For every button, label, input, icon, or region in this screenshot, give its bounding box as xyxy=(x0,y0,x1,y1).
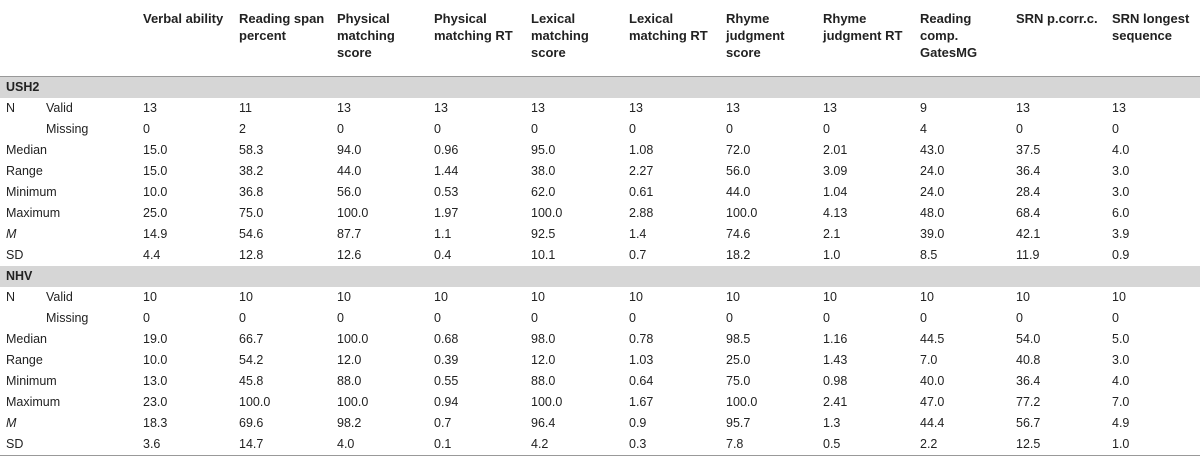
row-sublabel xyxy=(40,413,137,434)
table-cell: 0 xyxy=(1112,121,1119,136)
table-cell: 0.39 xyxy=(434,352,459,367)
group-header-row xyxy=(0,76,1200,98)
table-cell: 56.0 xyxy=(337,184,362,199)
table-cell: 24.0 xyxy=(920,163,945,178)
table-cell: 38.2 xyxy=(239,163,264,178)
table-cell: 3.09 xyxy=(823,163,848,178)
row-label: M xyxy=(6,415,17,430)
row-label: Median xyxy=(6,331,47,346)
table-cell: 1.03 xyxy=(629,352,654,367)
row-sublabel xyxy=(40,224,137,245)
table-cell: 0.7 xyxy=(629,247,647,262)
table-cell: 9 xyxy=(920,100,927,115)
table-cell: 2.2 xyxy=(914,434,1010,456)
table-cell: 100.0 xyxy=(726,205,758,220)
column-header: Rhyme judgment score xyxy=(720,0,817,76)
table-cell: 0.1 xyxy=(428,434,525,456)
table-cell: 14.7 xyxy=(233,434,331,456)
row-sublabel: Missing xyxy=(46,121,89,136)
group-name: USH2 xyxy=(0,76,1200,98)
table-cell: 1.3 xyxy=(823,415,841,430)
table-cell: 19.0 xyxy=(143,331,168,346)
row-label: N xyxy=(6,100,16,115)
column-header: Reading span percent xyxy=(233,0,331,76)
table-cell: 54.6 xyxy=(239,226,264,241)
table-cell: 7.0 xyxy=(920,352,938,367)
table-cell: 1.43 xyxy=(823,352,848,367)
table-cell: 0 xyxy=(239,310,246,325)
row-sublabel: Missing xyxy=(46,310,89,325)
table-row xyxy=(0,308,1200,329)
table-cell: 96.4 xyxy=(531,415,556,430)
table-cell: 0.7 xyxy=(434,415,452,430)
table-cell: 13 xyxy=(434,100,448,115)
row-sublabel: Valid xyxy=(46,100,73,115)
table-cell: 1.97 xyxy=(434,205,459,220)
table-cell: 0 xyxy=(531,310,538,325)
table-cell: 0 xyxy=(629,121,636,136)
table-cell: 87.7 xyxy=(337,226,362,241)
table-cell: 2.41 xyxy=(823,394,848,409)
row-label: Range xyxy=(6,352,43,367)
table-cell: 88.0 xyxy=(337,373,362,388)
table-cell: 13 xyxy=(1016,100,1030,115)
row-label: SD xyxy=(6,247,24,262)
table-cell: 0 xyxy=(726,121,733,136)
table-cell: 0.55 xyxy=(434,373,459,388)
table-cell: 56.7 xyxy=(1016,415,1041,430)
table-cell: 4.0 xyxy=(1112,373,1130,388)
table-cell: 13 xyxy=(726,100,740,115)
table-row xyxy=(0,161,1200,182)
table-cell: 11 xyxy=(239,100,252,115)
table-cell: 56.0 xyxy=(726,163,751,178)
table-cell: 0.3 xyxy=(623,434,720,456)
table-row xyxy=(0,287,1200,308)
table-cell: 0.61 xyxy=(629,184,654,199)
table-cell: 15.0 xyxy=(143,163,168,178)
table-cell: 13 xyxy=(531,100,545,115)
table-cell: 3.6 xyxy=(137,434,233,456)
row-label: N xyxy=(6,289,16,304)
table-cell: 36.8 xyxy=(239,184,264,199)
table-cell: 12.8 xyxy=(239,247,264,262)
table-cell: 0 xyxy=(823,310,830,325)
table-cell: 95.7 xyxy=(726,415,751,430)
table-cell: 0 xyxy=(434,310,441,325)
table-cell: 98.0 xyxy=(531,331,556,346)
header-row xyxy=(0,0,1200,76)
table-cell: 12.5 xyxy=(1010,434,1106,456)
table-cell: 98.5 xyxy=(726,331,751,346)
table-cell: 100.0 xyxy=(337,394,369,409)
table-cell: 0 xyxy=(337,310,344,325)
table-cell: 10.1 xyxy=(531,247,556,262)
table-cell: 48.0 xyxy=(920,205,945,220)
table-cell: 4.13 xyxy=(823,205,848,220)
table-cell: 12.0 xyxy=(337,352,362,367)
header-blank xyxy=(40,0,137,76)
table-cell: 3.0 xyxy=(1112,163,1130,178)
table-cell: 0.98 xyxy=(823,373,848,388)
table-cell: 100.0 xyxy=(531,205,563,220)
table-cell: 75.0 xyxy=(239,205,264,220)
table-cell: 43.0 xyxy=(920,142,945,157)
table-cell: 28.4 xyxy=(1016,184,1041,199)
row-label: Maximum xyxy=(6,205,61,220)
table-cell: 1.08 xyxy=(629,142,654,157)
column-header: Physical matching RT xyxy=(428,0,525,76)
group-name: NHV xyxy=(0,266,1200,287)
table-row xyxy=(0,371,1200,392)
table-body xyxy=(0,76,1200,455)
table-cell: 45.8 xyxy=(239,373,264,388)
table-cell: 10.0 xyxy=(143,184,168,199)
table-cell: 7.8 xyxy=(720,434,817,456)
table-row xyxy=(0,98,1200,119)
table-cell: 66.7 xyxy=(239,331,264,346)
row-label: M xyxy=(6,226,17,241)
row-sublabel xyxy=(40,245,137,266)
table-cell: 38.0 xyxy=(531,163,556,178)
table-cell: 14.9 xyxy=(143,226,168,241)
table-cell: 4.0 xyxy=(331,434,428,456)
table-cell: 2 xyxy=(239,121,246,136)
table-cell: 0 xyxy=(143,310,150,325)
table-cell: 100.0 xyxy=(337,205,369,220)
table-cell: 13 xyxy=(143,100,157,115)
table-cell: 1.04 xyxy=(823,184,848,199)
table-cell: 37.5 xyxy=(1016,142,1041,157)
column-header: Verbal ability xyxy=(137,0,233,76)
table-cell: 0 xyxy=(629,310,636,325)
table-row xyxy=(0,329,1200,350)
row-sublabel xyxy=(40,350,137,371)
table-cell: 0.9 xyxy=(1112,247,1130,262)
table-cell: 54.2 xyxy=(239,352,264,367)
table-cell: 1.44 xyxy=(434,163,459,178)
table-cell: 25.0 xyxy=(726,352,751,367)
table-cell: 5.0 xyxy=(1112,331,1130,346)
table-cell: 10 xyxy=(434,289,448,304)
table-row xyxy=(0,245,1200,266)
table-cell: 88.0 xyxy=(531,373,556,388)
table-row xyxy=(0,434,1200,456)
table-cell: 0.64 xyxy=(629,373,654,388)
column-header: Physical matching score xyxy=(331,0,428,76)
table-cell: 98.2 xyxy=(337,415,362,430)
table-cell: 6.0 xyxy=(1112,205,1130,220)
table-cell: 0 xyxy=(1016,121,1023,136)
table-cell: 23.0 xyxy=(143,394,168,409)
table-cell: 0.96 xyxy=(434,142,459,157)
table-cell: 13.0 xyxy=(143,373,168,388)
table-cell: 0 xyxy=(823,121,830,136)
table-cell: 0.4 xyxy=(434,247,452,262)
table-cell: 2.27 xyxy=(629,163,654,178)
table-cell: 0 xyxy=(143,121,150,136)
table-cell: 10 xyxy=(726,289,740,304)
table-cell: 12.6 xyxy=(337,247,362,262)
column-header: Lexical matching RT xyxy=(623,0,720,76)
table-row xyxy=(0,119,1200,140)
table-cell: 1.0 xyxy=(1106,434,1200,456)
table-cell: 0.68 xyxy=(434,331,459,346)
table-cell: 36.4 xyxy=(1016,163,1041,178)
table-cell: 100.0 xyxy=(726,394,758,409)
row-sublabel xyxy=(40,329,137,350)
row-label: Median xyxy=(6,142,47,157)
table-cell: 0 xyxy=(920,310,927,325)
table-cell: 13 xyxy=(1112,100,1126,115)
table-cell: 18.2 xyxy=(726,247,751,262)
table-cell: 0.5 xyxy=(817,434,914,456)
table-cell: 1.0 xyxy=(823,247,841,262)
table-cell: 4.0 xyxy=(1112,142,1130,157)
table-row xyxy=(0,413,1200,434)
table-cell: 12.0 xyxy=(531,352,556,367)
table-cell: 40.0 xyxy=(920,373,945,388)
row-label: Minimum xyxy=(6,373,57,388)
table-cell: 2.88 xyxy=(629,205,654,220)
table-cell: 0 xyxy=(531,121,538,136)
table-cell: 77.2 xyxy=(1016,394,1041,409)
table-cell: 10 xyxy=(531,289,545,304)
table-cell: 10 xyxy=(239,289,253,304)
table-cell: 36.4 xyxy=(1016,373,1041,388)
table-cell: 0.53 xyxy=(434,184,459,199)
table-cell: 95.0 xyxy=(531,142,556,157)
row-sublabel xyxy=(40,434,137,456)
row-label xyxy=(0,119,40,140)
table-cell: 3.0 xyxy=(1112,352,1130,367)
table-cell: 0 xyxy=(1112,310,1119,325)
table-cell: 1.4 xyxy=(629,226,647,241)
table-cell: 42.1 xyxy=(1016,226,1041,241)
table-cell: 44.5 xyxy=(920,331,945,346)
table-cell: 13 xyxy=(337,100,351,115)
table-cell: 0.78 xyxy=(629,331,654,346)
table-cell: 10 xyxy=(1016,289,1030,304)
table-cell: 58.3 xyxy=(239,142,264,157)
row-label: Minimum xyxy=(6,184,57,199)
table-cell: 13 xyxy=(823,100,837,115)
table-row xyxy=(0,224,1200,245)
table-cell: 0.9 xyxy=(629,415,647,430)
table-cell: 100.0 xyxy=(531,394,563,409)
table-row xyxy=(0,140,1200,161)
column-header: SRN p.corr.c. xyxy=(1010,0,1106,76)
column-header: Lexical matching score xyxy=(525,0,623,76)
table-cell: 100.0 xyxy=(239,394,271,409)
table-cell: 100.0 xyxy=(337,331,369,346)
table-row xyxy=(0,182,1200,203)
table-cell: 4.9 xyxy=(1112,415,1130,430)
table-cell: 4.2 xyxy=(525,434,623,456)
row-sublabel xyxy=(40,140,137,161)
table-cell: 44.0 xyxy=(337,163,362,178)
table-cell: 4.4 xyxy=(143,247,161,262)
table-cell: 92.5 xyxy=(531,226,556,241)
table-cell: 3.9 xyxy=(1112,226,1130,241)
table-cell: 18.3 xyxy=(143,415,168,430)
table-cell: 44.4 xyxy=(920,415,945,430)
row-label: Maximum xyxy=(6,394,61,409)
row-sublabel: Valid xyxy=(46,289,73,304)
table-cell: 11.9 xyxy=(1016,247,1040,262)
table-cell: 13 xyxy=(629,100,643,115)
table-cell: 24.0 xyxy=(920,184,945,199)
table-cell: 10 xyxy=(629,289,643,304)
column-header: SRN longest sequence xyxy=(1106,0,1200,76)
table-cell: 72.0 xyxy=(726,142,751,157)
row-label xyxy=(0,308,40,329)
table-cell: 2.01 xyxy=(823,142,848,157)
table-row xyxy=(0,203,1200,224)
row-sublabel xyxy=(40,161,137,182)
table-cell: 0.94 xyxy=(434,394,459,409)
table-cell: 10 xyxy=(823,289,837,304)
table-cell: 74.6 xyxy=(726,226,751,241)
table-cell: 8.5 xyxy=(920,247,938,262)
table-cell: 7.0 xyxy=(1112,394,1130,409)
table-cell: 1.67 xyxy=(629,394,654,409)
table-cell: 40.8 xyxy=(1016,352,1041,367)
table-cell: 68.4 xyxy=(1016,205,1041,220)
table-cell: 25.0 xyxy=(143,205,168,220)
table-cell: 0 xyxy=(726,310,733,325)
table-cell: 10 xyxy=(1112,289,1126,304)
table-cell: 69.6 xyxy=(239,415,264,430)
table-cell: 2.1 xyxy=(823,226,841,241)
table-cell: 10.0 xyxy=(143,352,168,367)
table-cell: 94.0 xyxy=(337,142,362,157)
table-cell: 10 xyxy=(337,289,351,304)
column-header: Reading comp. GatesMG xyxy=(914,0,1010,76)
row-label: Range xyxy=(6,163,43,178)
table-cell: 1.16 xyxy=(823,331,848,346)
table-cell: 54.0 xyxy=(1016,331,1041,346)
table-cell: 10 xyxy=(143,289,157,304)
table-cell: 47.0 xyxy=(920,394,945,409)
table-row xyxy=(0,350,1200,371)
table-cell: 0 xyxy=(337,121,344,136)
table-cell: 3.0 xyxy=(1112,184,1130,199)
table-cell: 15.0 xyxy=(143,142,168,157)
table-cell: 75.0 xyxy=(726,373,751,388)
header-blank xyxy=(0,0,40,76)
table-cell: 1.1 xyxy=(434,226,452,241)
table-cell: 4 xyxy=(920,121,927,136)
table-cell: 62.0 xyxy=(531,184,556,199)
table-cell: 44.0 xyxy=(726,184,751,199)
table-row xyxy=(0,392,1200,413)
table-cell: 0 xyxy=(434,121,441,136)
group-header-row xyxy=(0,266,1200,287)
column-header: Rhyme judgment RT xyxy=(817,0,914,76)
row-label: SD xyxy=(0,434,40,456)
table-cell: 0 xyxy=(1016,310,1023,325)
table-cell: 39.0 xyxy=(920,226,945,241)
table-cell: 10 xyxy=(920,289,934,304)
